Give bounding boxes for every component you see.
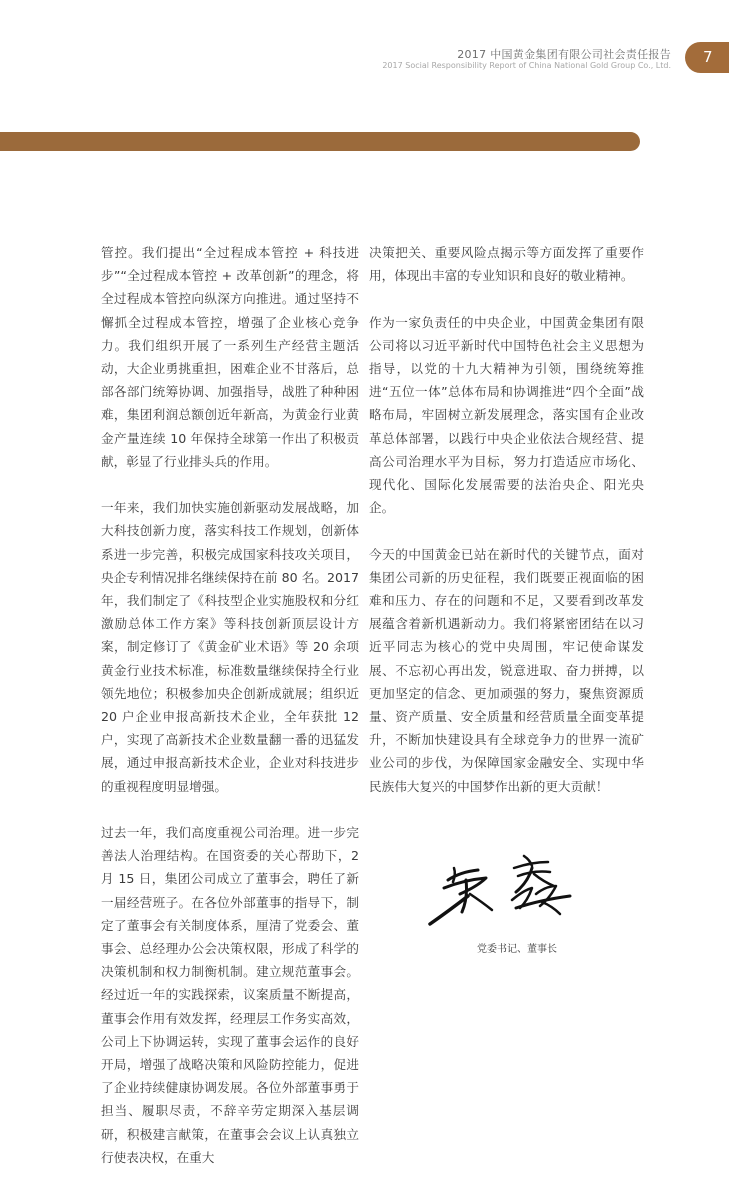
paragraph: 今天的中国黄金已站在新时代的关键节点，面对集团公司新的历史征程，我们既要正视面临的困难和压力、存在的问题和不足，又要看到改革发展蕴含着新机遇新动力。我们将紧密团结在以习近平同志为核心的党中央周围，牢记使命谋发展、不忘初心再出发，锐意进取、奋力拼搏，以更加坚定的信念、更加顽强的努力，聚焦资源质量、资产质量、安全质量和经营质量全面变革提升，不断加快建设具有全球竞争力的世界一流矿业公司的步伐，为保障国家金融安全、实现中华民族伟大复兴的中国梦作出新的更大贡献！ (369, 546, 644, 794)
header-title: 2017 中国黄金集团有限公司社会责任报告 (457, 48, 671, 61)
paragraph: 作为一家负责任的中央企业，中国黄金集团有限公司将以习近平新时代中国特色社会主义思想为指导，以党的十九大精神为引领，围绕统筹推进“五位一体”总体布局和协调推进“四个全面”战略布局，牢固树立新发展理念，落实国有企业改革总体部署，以践行中央企业依法合规经营、提高公司治理水平为目标，努力打造适应市场化、现代化、国际化发展需要的法治央企、阳光央企。 (369, 314, 644, 516)
header-subtitle: 2017 Social Responsibility Report of China National Gold Group Co., Ltd. (382, 61, 671, 70)
paragraph: 管控。我们提出“全过程成本管控 + 科技进步”“全过程成本管控 + 改革创新”的理念，将全过程成本管控向纵深方向推进。通过坚持不懈抓全过程成本管控，增强了企业核心竞争力。我们组织开展了一系列生产经营主题活动，大企业勇挑重担，困难企业不甘落后，总部各部门统筹协调、加强指导，战胜了种种困难，集团利润总额创近年新高，为黄金行业黄金产量连续 10 年保持全球第一作出了积极贡献，彰显了行业排头兵的作用。 (101, 245, 359, 469)
left-column (101, 241, 359, 1192)
signature-image (420, 850, 590, 930)
paragraph: 决策把关、重要风险点揭示等方面发挥了重要作用，体现出丰富的专业知识和良好的敬业精神。 (369, 245, 644, 284)
page-number-tab: 7 (685, 42, 729, 73)
signature-title: 党委书记、董事长 (477, 944, 557, 955)
paragraph: 过去一年，我们高度重视公司治理。进一步完善法人治理结构。在国资委的关心帮助下，2 月 15 日，集团公司成立了董事会，聘任了新一届经营班子。在各位外部董事的指导下，制定了董事会有关制度体系，厘清了党委会、董事会、总经理办公会决策权限，形成了科学的决策机制和权力制衡机制。建立规范董事会。经过近一年的实践探索，议案质量不断提高，董事会作用有效发挥，经理层工作务实高效，公司上下协调运转，实现了董事会运作的良好开局，增强了战略决策和风险防控能力，促进了企业持续健康协调发展。各位外部董事勇于担当、履职尽责，不辞辛劳定期深入基层调研，积极建言献策，在董事会会议上认真独立行使表决权，在重大 (101, 825, 359, 1165)
decorative-band (0, 132, 640, 151)
right-column (369, 241, 644, 821)
paragraph: 一年来，我们加快实施创新驱动发展战略，加大科技创新力度，落实科技工作规划，创新体系进一步完善，积极完成国家科技攻关项目，央企专利情况排名继续保持在前 80 名。2017 年，我们制定了《科技型企业实施股权和分红激励总体工作方案》等科技创新顶层设计方案，制定修订了《黄金矿业术语》等 20 余项黄金行业技术标准，标准数量继续保持全行业领先地位；积极参加央企创新成就展；组织近 20 户企业申报高新技术企业，全年获批 12 户，实现了高新技术企业数量翻一番的迅猛发展，通过申报高新技术企业，企业对科技进步的重视程度明显增强。 (101, 500, 359, 794)
